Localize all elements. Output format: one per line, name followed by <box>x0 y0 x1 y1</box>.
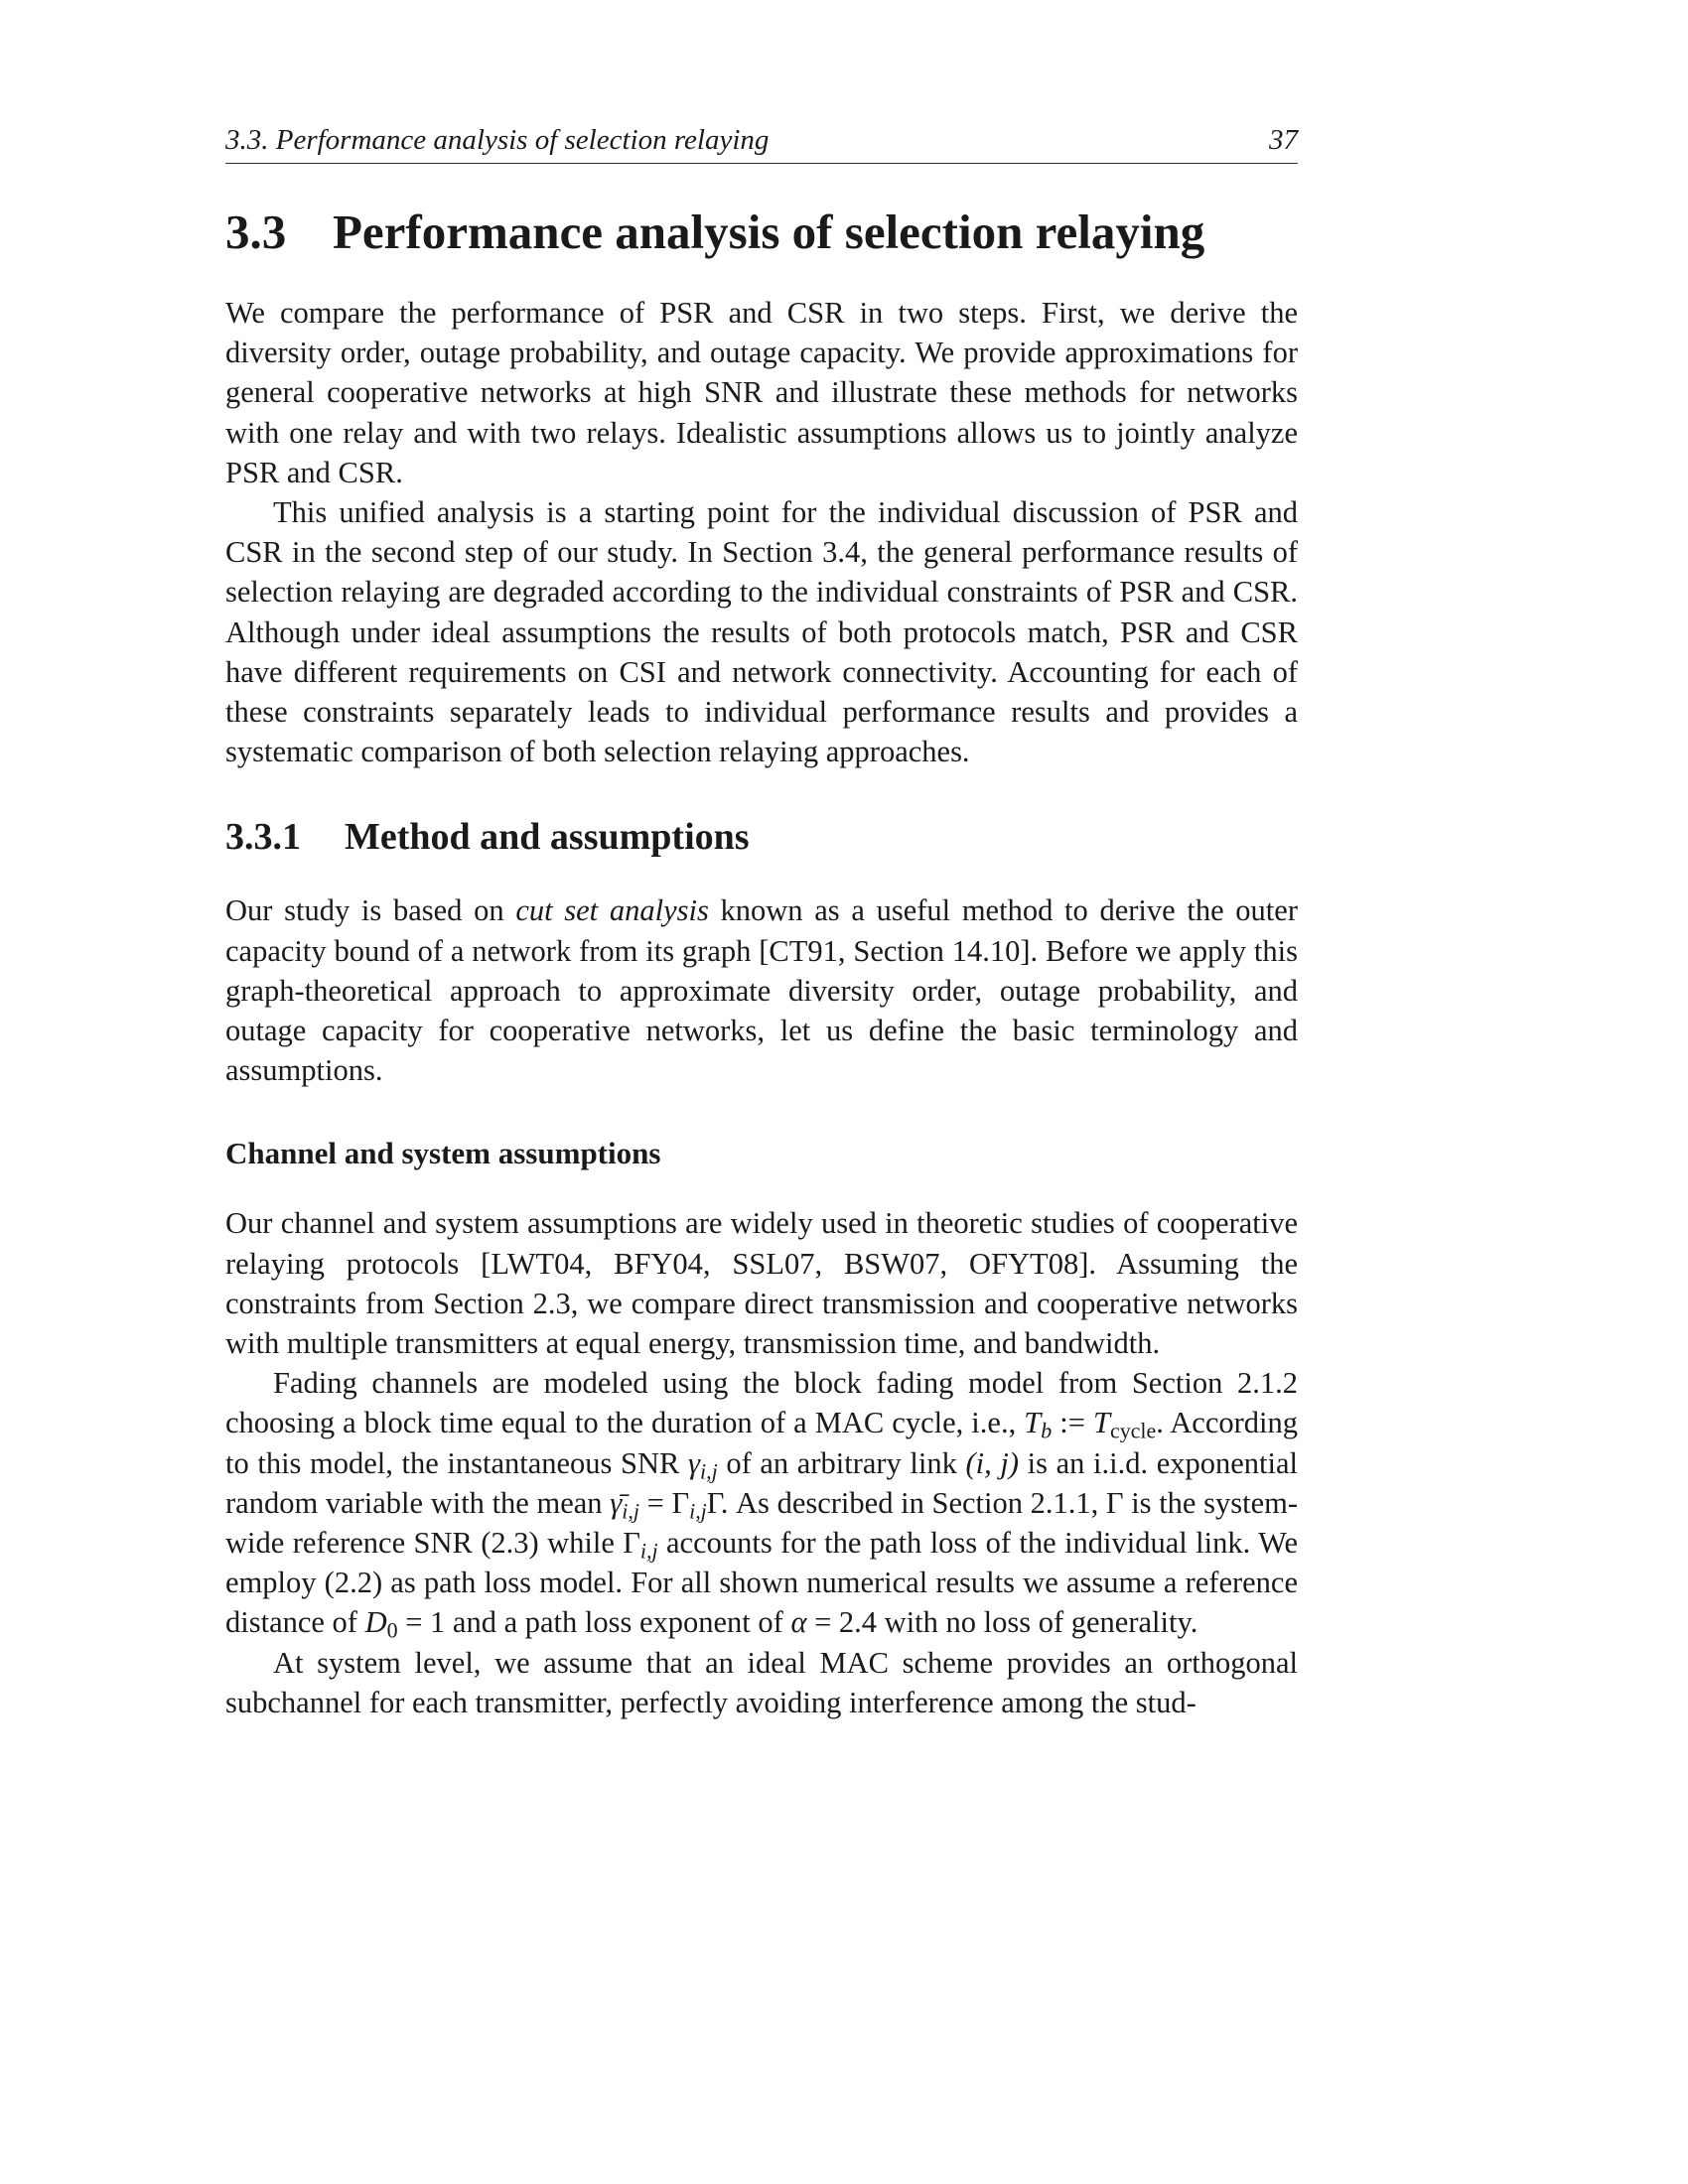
running-head-title: 3.3. Performance analysis of selection relaying <box>225 124 770 156</box>
math-alpha: α <box>790 1605 807 1640</box>
page <box>225 117 1298 1722</box>
section-heading <box>225 200 1298 265</box>
channel-assumptions-heading: Channel and system assumptions <box>225 1136 661 1171</box>
math-t-b: $T_b$ <box>1024 1406 1053 1443</box>
page-number: 37 <box>1269 124 1298 156</box>
math-t-cycle: $T_{cycle}$ <box>1092 1406 1157 1443</box>
math-link-ij: (i, j) <box>965 1445 1019 1480</box>
subsection-heading <box>225 811 1298 863</box>
subsection-number: 3.3.1 <box>225 816 301 859</box>
math-gamma-ij: $\gamma_{i,j}$ <box>688 1445 718 1484</box>
subsection-intro-paragraph: Our study is based on cut set analysis known as a useful method to derive the outer capacity bound of a network from its graph [CT91, Section 14.10]. Before we apply this graph-theoretical approach to approximate diversity order, outage probability, and outage capacity for cooperative networks, let us define the basic terminology and assumptions. <box>225 893 1298 1088</box>
channel-paragraph-2: Fading channels are modeled using the block fading model from Section 2.1.2 choosing a block time equal to the duration of a MAC cycle, i.e., $T_b$ := $T_{cycle}$. According to this model, the instantaneous SNR $\gamma_{i,j}$ of an arbitrary link (i, j) is an i.i.d. exponential random variable with the mean $\gammā_{i,j} = \Gamma_{i,j}\Gamma$. As described in Section 2.1.1, Γ is the system-wide reference SNR (2.3) while $\Gamma_{i,j}$ accounts for the path loss of the individual link. We employ (2.2) as path loss model. For all shown numerical results we assume a reference distance of $D_0 = 1$ and a path loss exponent of α = 2.4 with no loss of generality. <box>225 1366 1298 1643</box>
channel-paragraph-1: Our channel and system assumptions are widely used in theoretic studies of cooperative relaying protocols [LWT04, BFY04, SSL07, BSW07, OFYT08]. Assuming the constraints from Section 2.3, we compare direct transmission and cooperative networks with multiple transmitters at equal energy, transmission time, and bandwidth. <box>225 1206 1298 1361</box>
section-number: 3.3 <box>225 205 287 259</box>
channel-paragraph-3: At system level, we assume that an ideal MAC scheme provides an orthogonal subchannel for each transmitter, perfectly avoiding interference among the stud- <box>225 1645 1298 1719</box>
running-head <box>225 117 1298 164</box>
subsection-title: Method and assumptions <box>345 816 750 859</box>
section-paragraph-2: This unified analysis is a starting point for the individual discussion of PSR and CSR in the second step of our study. In Section 3.4, the general performance results of selection relaying are degraded according to the individual constraints of PSR and CSR. Although under ideal assumptions the results of both protocols match, PSR and CSR have different requirements on CSI and network connectivity. Accounting for each of these constraints separately leads to individual performance results and provides a systematic comparison of both selection relaying approaches. <box>225 495 1298 769</box>
math-gamma-bar-ij: $\gammā_{i,j}$ <box>610 1485 639 1524</box>
section-title: Performance analysis of selection relaying <box>333 205 1205 259</box>
math-d0: $D_0$ <box>364 1605 398 1643</box>
cut-set-analysis-emphasis: cut set analysis <box>515 893 709 928</box>
section-paragraph-1: We compare the performance of PSR and CSR in two steps. First, we derive the diversity order, outage probability, and outage capacity. We provide approximations for general cooperative networks at high SNR and illustrate these methods for networks with one relay and with two relays. Idealistic assumptions allows us to jointly analyze PSR and CSR. <box>225 296 1298 489</box>
